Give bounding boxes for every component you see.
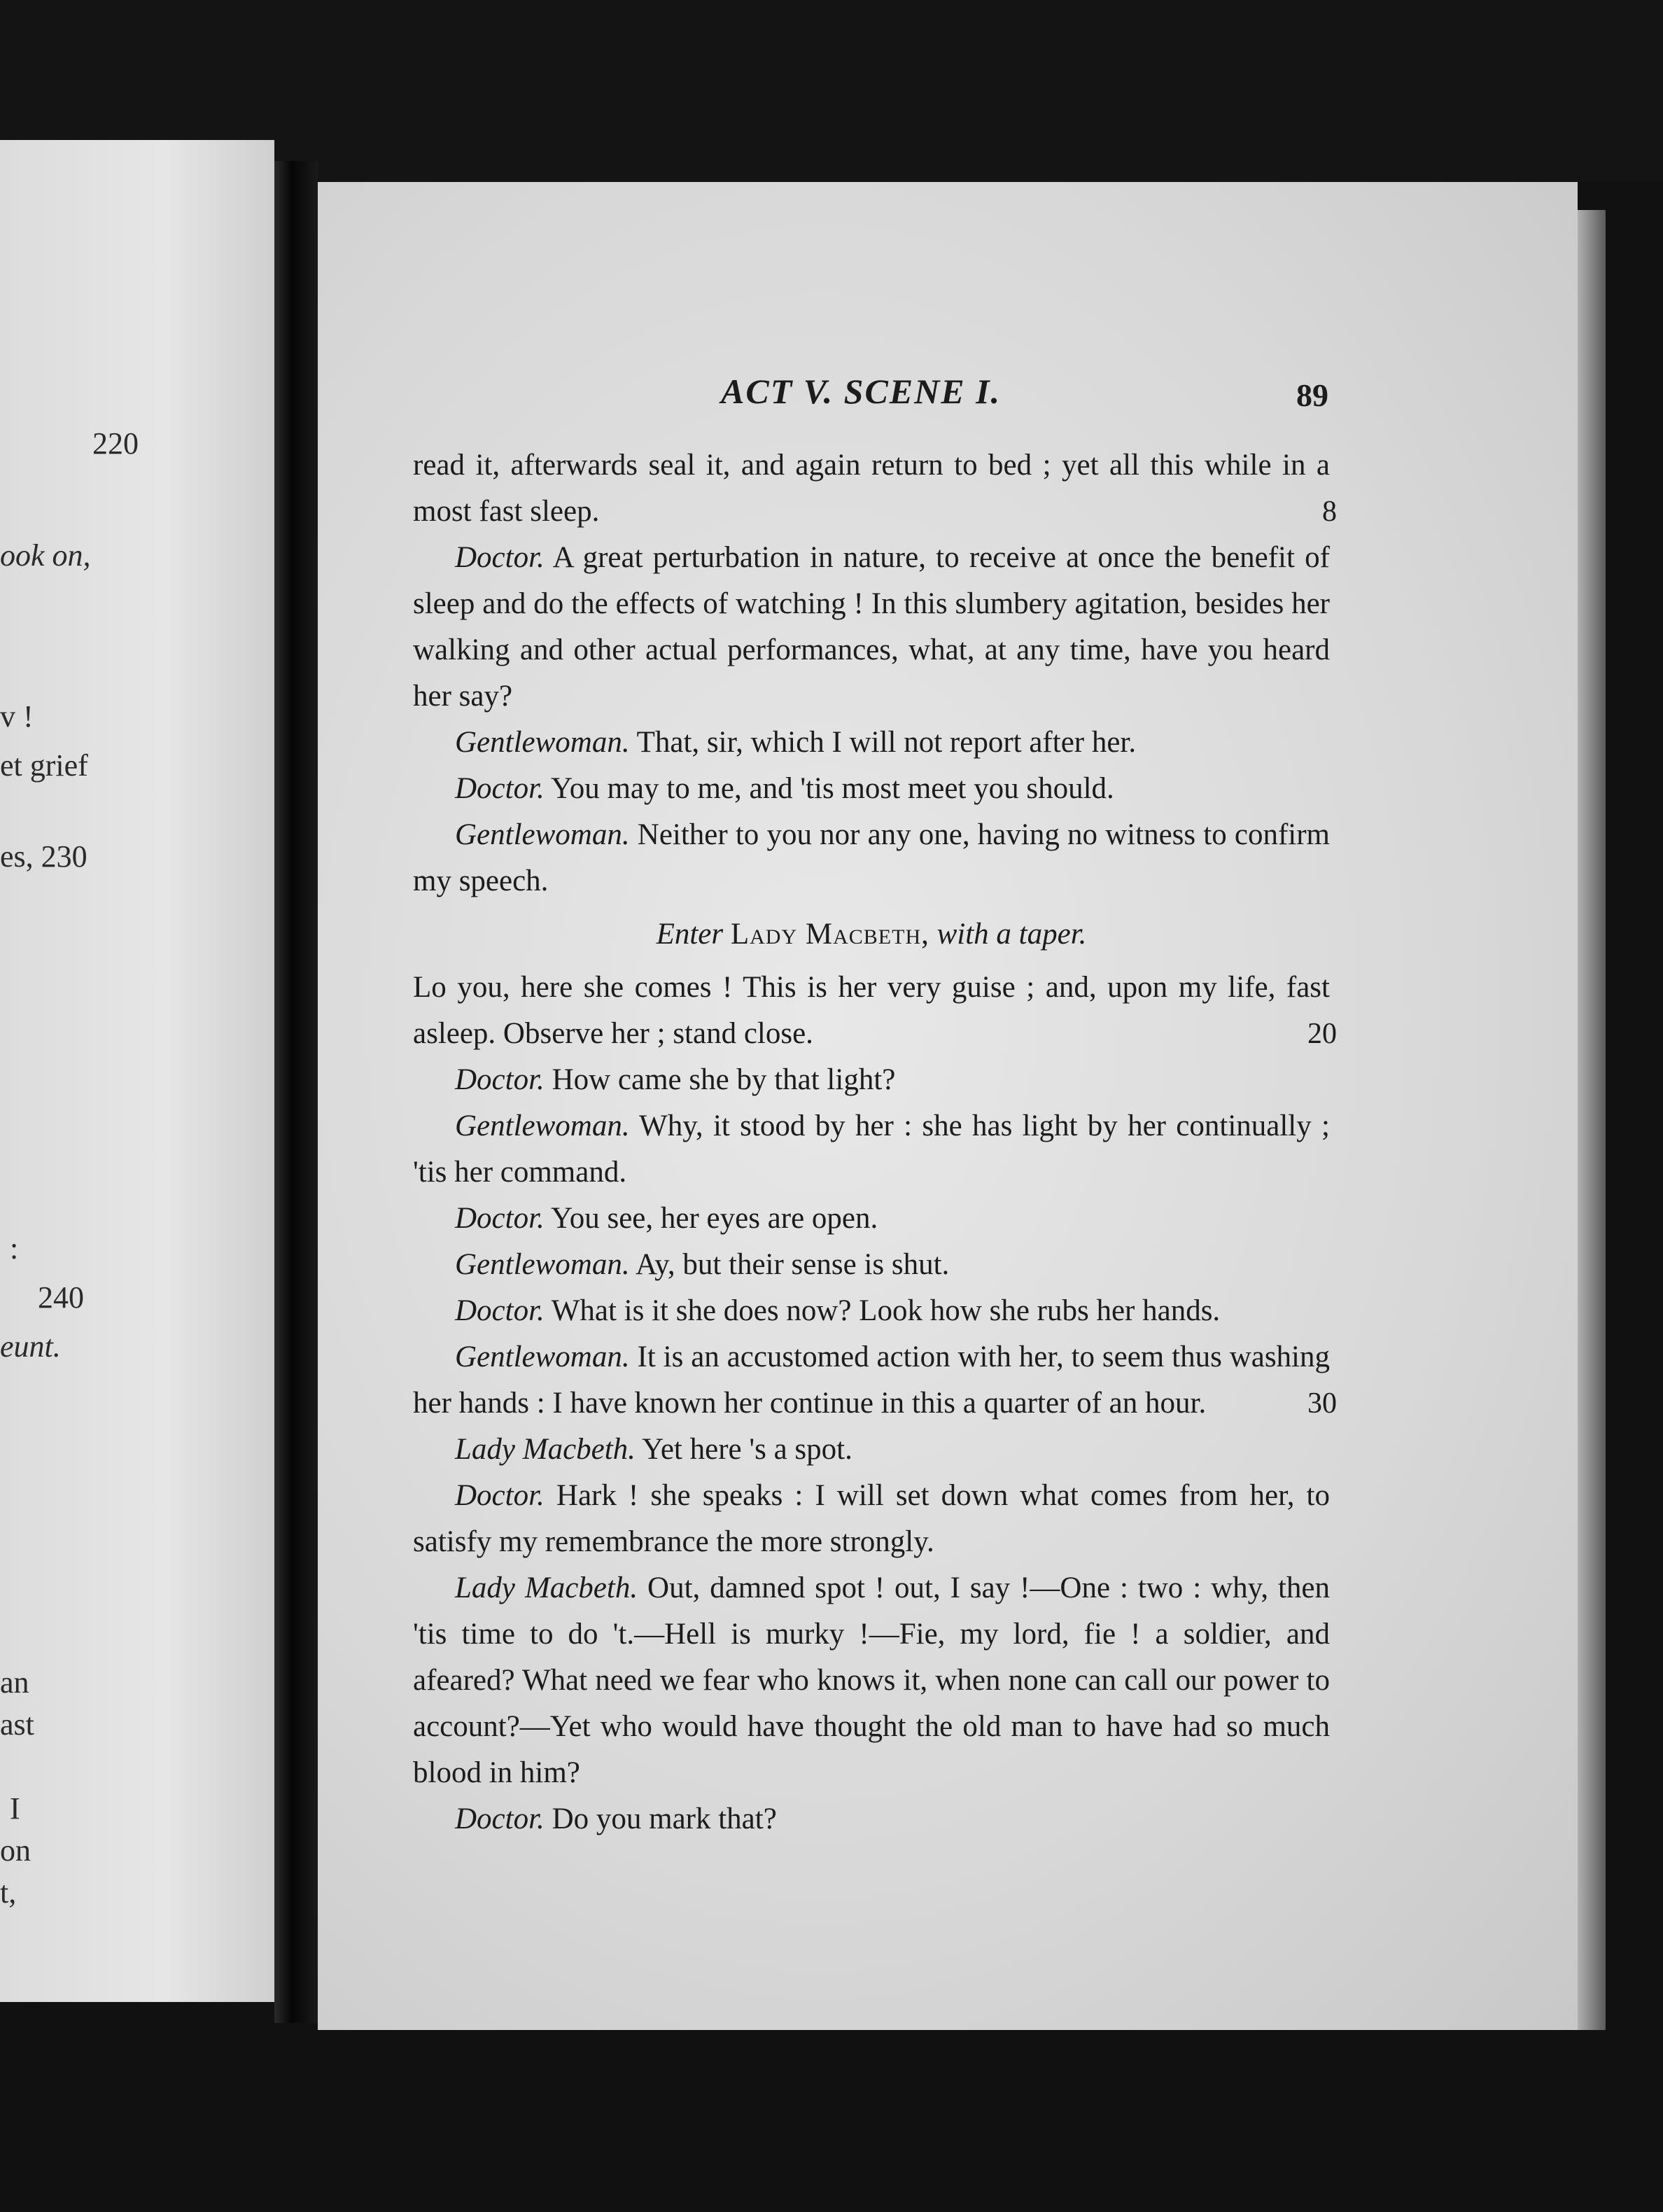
book-gutter [274,161,318,2023]
speaker-name: Doctor. [455,1063,545,1096]
speech-text: Do you mark that? [552,1802,777,1835]
speaker-name: Doctor. [455,772,545,805]
speaker-name: Doctor. [455,1294,545,1327]
play-text [413,442,1337,1842]
left-page [0,140,274,2002]
speech-text: You see, her eyes are open. [550,1202,878,1235]
speech-text: You may to me, and 'tis most meet you should. [550,772,1114,805]
left-fragment: et grief [0,748,88,783]
left-fragment: t, [0,1875,17,1910]
speaker-name: Gentlewoman. [455,818,630,851]
speech-text: Yet here 's a spot. [642,1433,852,1466]
speaker-name: Doctor. [455,541,545,574]
speech-text: Neither to you nor any one, having no witness to confirm my speech. [413,818,1330,897]
left-line-number: 240 [38,1280,84,1315]
speech-text: Why, it stood by her : she has light by her continually ; 'tis her command. [413,1110,1330,1189]
left-line-number: 220 [92,426,139,461]
left-fragment: ook on, [0,538,91,573]
line-number: 30 [1307,1387,1337,1420]
left-fragment: : [10,1231,19,1266]
stage-direction: Enter Lady Macbeth, with a taper. [656,918,1087,951]
page-number: 89 [1296,377,1328,413]
speaker-name: Doctor. [455,1202,545,1235]
speaker-name: Gentlewoman. [455,1110,630,1142]
speaker-name: Doctor. [455,1479,545,1512]
left-fragment: eunt. [0,1329,61,1364]
speaker-name: Doctor. [455,1802,545,1835]
speech-text: That, sir, which I will not report after her. [636,726,1137,759]
speaker-name: Lady Macbeth. [455,1572,638,1604]
speaker-name: Gentlewoman. [455,726,630,759]
speaker-name: Gentlewoman. [455,1340,630,1373]
line-number: 20 [1307,1018,1337,1050]
left-fragment: es, 230 [0,839,87,874]
left-fragment: an [0,1665,29,1700]
left-fragment: ast [0,1707,34,1742]
left-fragment: on [0,1833,31,1868]
speech-text: A great perturbation in nature, to receive at once the benefit of sleep and do the effects of watching ! In this slumbery agitation, besides her walking and other actual performances, what, at any time, have you heard her say? [413,541,1330,713]
speech-text: Hark ! she speaks : I will set down what comes from her, to satisfy my remembrance the more strongly. [413,1479,1330,1558]
speech-text: Lo you, here she comes ! This is her very guise ; and, upon my life, fast asleep. Observe her ; stand close. [413,971,1330,1050]
speech-text: Out, damned spot ! out, I say !—One : two : why, then 'tis time to do 't.—Hell is murky !—Fie, my lord, fie ! a soldier, and afeared? What need we fear who knows it, when none can call our power to account?—Yet who would have thought the old man to have had so much blood in him? [413,1572,1331,1789]
speech-text: It is an accustomed action with her, to seem thus washing her hands : I have known her continue in this a quarter of an hour. [413,1340,1331,1420]
speech-text: What is it she does now? Look how she rubs her hands. [551,1294,1221,1327]
line-number: 8 [1322,496,1337,528]
left-fragment: I [10,1791,20,1826]
left-fragment: v ! [0,699,34,734]
running-header: ACT V. SCENE I. [721,372,1002,411]
speech-text: How came she by that light? [552,1063,896,1096]
speaker-name: Gentlewoman. [455,1248,630,1281]
line-continuation: read it, afterwards seal it, and again return to bed ; yet all this while in a most fast sleep. [413,449,1330,528]
page-edge [1578,210,1606,2030]
speaker-name: Lady Macbeth. [455,1433,636,1466]
speech-text: Ay, but their sense is shut. [636,1248,950,1281]
